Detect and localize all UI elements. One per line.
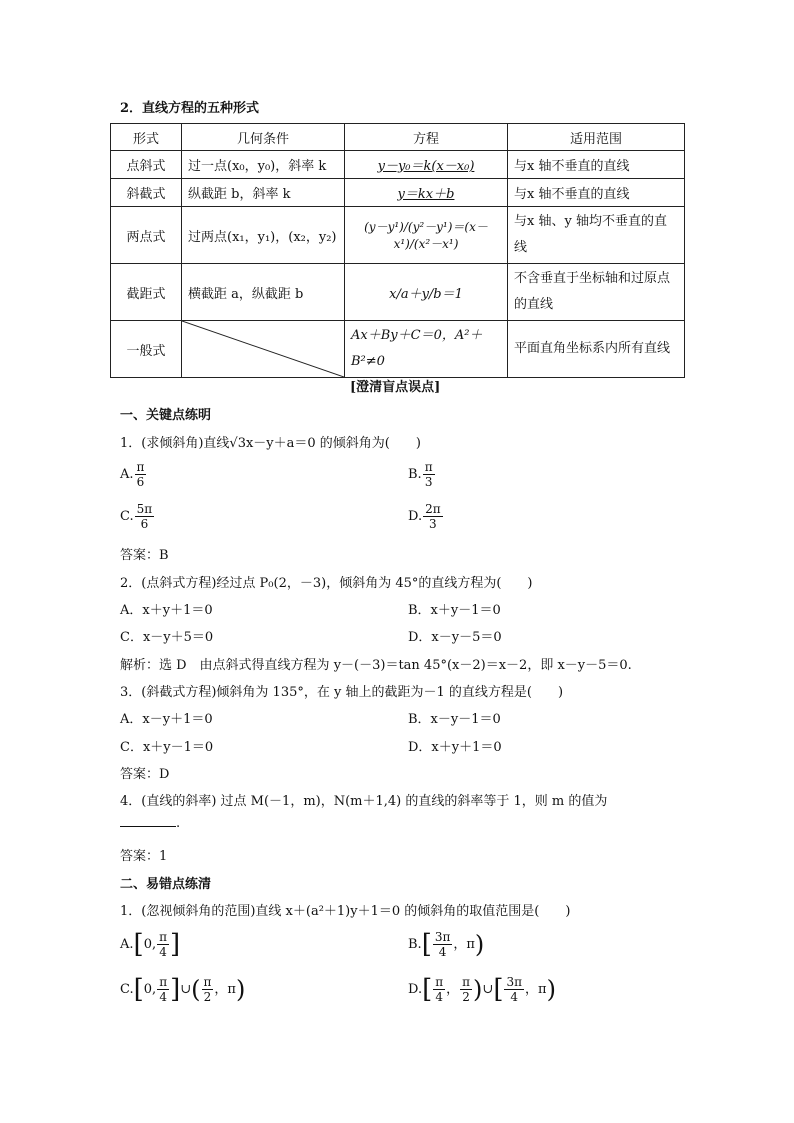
table-header-cell: 形式: [111, 124, 182, 151]
answer-blank: .: [120, 814, 180, 831]
fraction: $\frac{\pi}{3}$: [424, 460, 433, 489]
option-a: A.[0, $\frac{\pi}{4}$ ]: [120, 929, 181, 960]
question-stem: 2．(点斜式方程)经过点 P₀(2，－3)，倾斜角为 45°的直线方程为( ): [120, 576, 533, 591]
table-row: [111, 264, 685, 321]
option-d: D．x－y－5＝0: [408, 630, 502, 645]
option-b: B. $\frac{\pi}{3}$: [408, 460, 433, 489]
form-condition: 过两点(x₁，y₁)，(x₂，y₂): [182, 207, 345, 264]
answer: 答案：D: [120, 767, 170, 782]
table-header-cell: 几何条件: [182, 124, 345, 151]
option-c: C. $\frac{5\pi}{6}$: [120, 502, 153, 531]
banner: [澄清盲点误点]: [350, 380, 441, 395]
fraction: $\frac{5\pi}{6}$: [136, 502, 153, 531]
form-name: 截距式: [111, 264, 182, 321]
part1-heading: 一、关键点练明: [120, 408, 212, 423]
option-c: C．x－y＋5＝0: [120, 630, 214, 645]
question-stem: 4．(直线的斜率) 过点 M(－1，m)，N(m＋1,4) 的直线的斜率等于 1，则 m 的值为: [120, 794, 608, 809]
fraction: $\frac{\pi}{6}$: [136, 460, 145, 489]
option-b: B.[ $\frac{3\pi}{4}$ ，π): [408, 929, 485, 960]
form-scope: 与x 轴不垂直的直线: [508, 151, 685, 179]
answer: 答案：B: [120, 548, 169, 563]
solution: 解析：选 D 由点斜式得直线方程为 y－(－3)＝tan 45°(x－2)＝x－2，即 x－y－5＝0.: [120, 658, 632, 673]
table-row: [111, 179, 685, 207]
fraction: $\frac{3\pi}{4}$: [506, 975, 523, 1004]
diagonal-empty-cell: [182, 321, 345, 378]
form-equation: x/a＋y/b＝1: [345, 264, 508, 321]
form-equation: (y－y¹)/(y²－y¹)＝(x－x¹)/(x²－x¹): [345, 207, 508, 264]
fraction: $\frac{2\pi}{3}$: [425, 502, 441, 531]
table-header-cell: 方程: [345, 124, 508, 151]
form-condition: 横截距 a，纵截距 b: [182, 264, 345, 321]
fraction: $\frac{\pi}{4}$: [159, 975, 168, 1004]
option-d: D.[ $\frac{\pi}{4}$ ， $\frac{\pi}{2}$ )∪[ $\frac{3\pi}{4}$ ，π): [408, 974, 556, 1005]
option-a: A．x－y＋1＝0: [120, 712, 213, 727]
table-header-cell: 适用范围: [508, 124, 685, 151]
form-scope: 不含垂直于坐标轴和过原点的直线: [508, 264, 685, 321]
section-title: 2．直线方程的五种形式: [120, 101, 260, 116]
fraction: $\frac{\pi}{4}$: [159, 930, 167, 959]
form-name: 斜截式: [111, 179, 182, 207]
question-stem: 1．(忽视倾斜角的范围)直线 x＋(a²＋1)y＋1＝0 的倾斜角的取值范围是( ): [120, 904, 571, 919]
form-name: 点斜式: [111, 151, 182, 179]
fraction: $\frac{\pi}{2}$: [462, 975, 471, 1004]
part2-heading: 二、易错点练清: [120, 877, 212, 892]
form-equation: Ax＋By＋C＝0，A²＋B²≠0: [345, 321, 508, 378]
table-row: [111, 207, 685, 264]
line-equation-forms-table: [110, 123, 685, 378]
question-stem: 1．(求倾斜角)直线√3x－y＋a＝0 的倾斜角为( ): [120, 436, 421, 451]
table-row: [111, 321, 685, 378]
option-c: C．x＋y－1＝0: [120, 740, 214, 755]
form-name: 两点式: [111, 207, 182, 264]
option-a: A．x＋y＋1＝0: [120, 603, 213, 618]
table-header-row: [111, 124, 685, 151]
option-c: C.[0, $\frac{\pi}{4}$ ]∪( $\frac{\pi}{2}$ ，π): [120, 974, 246, 1005]
form-scope: 与x 轴不垂直的直线: [508, 179, 685, 207]
option-a: A. $\frac{\pi}{6}$: [120, 460, 145, 489]
option-d: D. $\frac{2\pi}{3}$: [408, 502, 441, 531]
answer: 答案：1: [120, 849, 168, 864]
diagonal-line: [182, 321, 344, 377]
form-name: 一般式: [111, 321, 182, 378]
option-b: B．x－y－1＝0: [408, 712, 501, 727]
question-stem: 3．(斜截式方程)倾斜角为 135°，在 y 轴上的截距为－1 的直线方程是( ): [120, 685, 564, 700]
form-condition: 纵截距 b，斜率 k: [182, 179, 345, 207]
form-equation: y＝kx＋b: [345, 179, 508, 207]
form-scope: 与x 轴、y 轴均不垂直的直线: [508, 207, 685, 264]
form-condition: 过一点(x₀，y₀)，斜率 k: [182, 151, 345, 179]
form-scope: 平面直角坐标系内所有直线: [508, 321, 685, 378]
fraction: $\frac{\pi}{4}$: [435, 975, 444, 1004]
option-b: B．x＋y－1＝0: [408, 603, 501, 618]
form-equation: y－y₀＝k(x－x₀): [345, 151, 508, 179]
table-row: [111, 151, 685, 179]
fraction: $\frac{3\pi}{4}$: [434, 930, 451, 959]
fraction: $\frac{\pi}{2}$: [203, 975, 212, 1004]
option-d: D．x＋y＋1＝0: [408, 740, 502, 755]
